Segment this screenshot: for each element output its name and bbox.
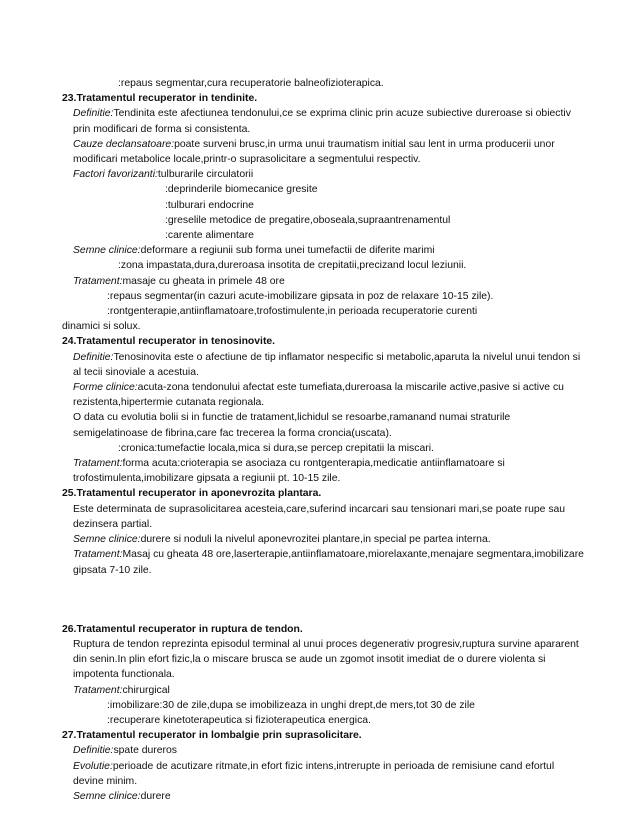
treatment-label: Tratament: bbox=[73, 549, 123, 561]
chronic-form-line: :cronica:tumefactie locala,mica si dura,se percep crepitatii la miscari. bbox=[118, 442, 434, 454]
signs-label: Semne clinice: bbox=[73, 790, 141, 802]
section-heading-24: 24.Tratamentul recuperator in tenosinovite. bbox=[62, 336, 276, 348]
treatment-line: Tratament:masaje cu gheata in primele 48 ore bbox=[73, 275, 285, 287]
treatment-item: :rontgenterapie,antiinflamatoare,trofostimulente,in perioada recuperatorie curenti bbox=[107, 306, 478, 318]
causes-label: Cauze declansatoare: bbox=[73, 138, 175, 150]
treatment-label: Tratament: bbox=[73, 275, 123, 287]
spacer bbox=[62, 578, 584, 622]
treatment-line: Tratament:chirurgical bbox=[73, 684, 170, 696]
factors-line: Factori favorizanti:tulburarile circulatorii bbox=[73, 169, 254, 181]
section-heading-23: 23.Tratamentul recuperator in tendinite. bbox=[62, 93, 258, 105]
definition-paragraph: Definitie:Tendinita este afectiunea tendonului,ce se exprima clinic prin acuze subiective dureroase si obiectiv prin modificari de forma si consistenta. bbox=[73, 108, 571, 135]
treatment-item: :recuperare kinetoterapeutica si fizioterapeutica energica. bbox=[107, 714, 371, 726]
intro-paragraph: Ruptura de tendon reprezinta episodul terminal al unui proces degenerativ progresiv,ruptura survine apararent din senin.In plin efort fizic,la o miscare brusca se aude un zgomot insotit imediat de o durere violenta si impotenta functionala. bbox=[73, 638, 579, 681]
treatment-paragraph: Tratament:forma acuta:crioterapia se asociaza cu rontgenterapia,medicatie antiinflamatoare si trofostimulenta,imobilizare gipsata a regiunii pt. 10-15 zile. bbox=[73, 458, 505, 485]
text-line: :repaus segmentar,cura recuperatorie balneofizioterapica. bbox=[118, 78, 384, 89]
factors-item: :tulburari endocrine bbox=[165, 199, 254, 211]
factors-label: Factori favorizanti: bbox=[73, 169, 158, 181]
signs-line: Semne clinice:durere si noduli la nivelul aponevrozitei plantare,in special pe partea interna. bbox=[73, 534, 491, 546]
signs-line: Semne clinice:deformare a regiunii sub forma unei tumefactii de diferite marimi bbox=[73, 245, 435, 257]
definition-label: Definitie: bbox=[73, 351, 114, 363]
section-heading-25: 25.Tratamentul recuperator in aponevrozita plantara. bbox=[62, 488, 322, 500]
treatment-item: :imobilizare:30 de zile,dupa se imobilizeaza in unghi drept,de mers,tot 30 de zile bbox=[107, 699, 475, 711]
signs-line: Semne clinice:durere bbox=[73, 790, 171, 802]
definition-label: Definitie: bbox=[73, 108, 114, 120]
factors-item: :deprinderile biomecanice gresite bbox=[165, 184, 318, 196]
signs-label: Semne clinice: bbox=[73, 534, 141, 546]
treatment-item: :repaus segmentar(in cazuri acute-imobilizare gipsata in poz de relaxare 10-15 zile). bbox=[107, 290, 494, 302]
treatment-label: Tratament: bbox=[73, 684, 123, 696]
section-heading-26: 26.Tratamentul recuperator in ruptura de tendon. bbox=[62, 623, 303, 635]
evolution-paragraph: Evolutie:perioade de acutizare ritmate,in efort fizic intens,intrerupte in perioada de remisiune cand efortul devine minim. bbox=[73, 760, 555, 787]
factors-item: :greselile metodice de pregatire,oboseala,supraantrenamentul bbox=[165, 214, 451, 226]
treatment-paragraph: Tratament:Masaj cu gheata 48 ore,laserterapie,antiinflamatoare,miorelaxante,menajare segmentara,imobilizare gipsata 7-10 zile. bbox=[73, 549, 584, 576]
definition-label: Definitie: bbox=[73, 745, 114, 757]
evolution-label: Evolutie: bbox=[73, 760, 113, 772]
signs-item: :zona impastata,dura,dureroasa insotita de crepitatii,precizand locul leziunii. bbox=[118, 260, 467, 272]
factors-item: :carente alimentare bbox=[165, 230, 254, 242]
causes-paragraph: Cauze declansatoare:poate surveni brusc,in urma unui traumatism initial sau lent in urma producerii unor modificari metabolice locale,printr-o suprasolicitare a segmentului respectiv. bbox=[73, 138, 555, 166]
section-heading-27: 27.Tratamentul recuperator in lombalgie prin suprasolicitare. bbox=[62, 730, 362, 742]
clinical-forms-paragraph: Forme clinice:acuta-zona tendonului afectat este tumefiata,dureroasa la miscarile active,pasive si active cu rezistenta,hipertermie cutanata regionala. bbox=[73, 382, 564, 409]
clinical-forms-label: Forme clinice: bbox=[73, 382, 138, 394]
treatment-item-continued: dinamici si solux. bbox=[62, 321, 141, 333]
evolution-paragraph: O data cu evolutia bolii si in functie de tratament,lichidul se resoarbe,ramanand numai straturile semigelatinoase de fibrina,care fac trecerea la forma croncia(uscata). bbox=[73, 412, 511, 439]
treatment-label: Tratament: bbox=[73, 458, 123, 470]
document-page bbox=[62, 76, 584, 804]
intro-paragraph: Este determinata de suprasolicitarea acesteia,care,suferind incarcari sau tensionari mari,se poate rupe sau dezinsera partial. bbox=[73, 503, 566, 530]
signs-label: Semne clinice: bbox=[73, 245, 141, 257]
definition-line: Definitie:spate dureros bbox=[73, 745, 177, 757]
definition-paragraph: Definitie:Tenosinovita este o afectiune de tip inflamator nespecific si metabolic,aparuta la nivelul unui tendon si al tecii sinoviale a acestuia. bbox=[73, 351, 581, 378]
